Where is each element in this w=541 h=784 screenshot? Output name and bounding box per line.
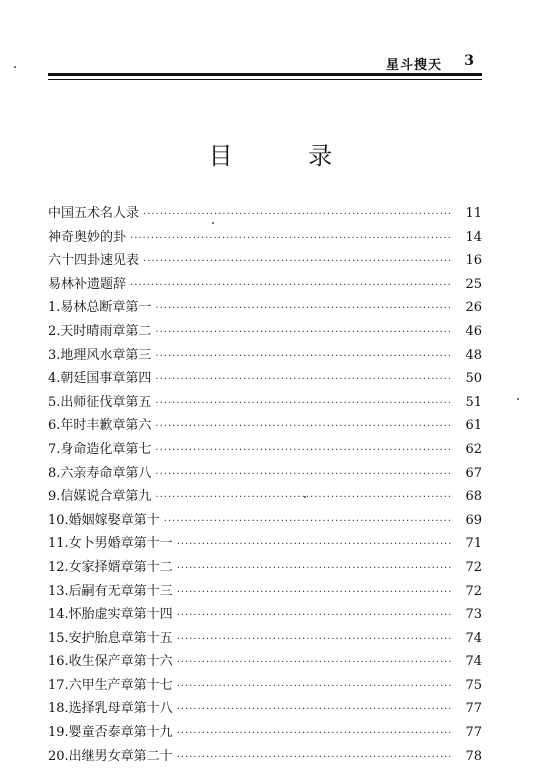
- dot-leader: [177, 698, 452, 722]
- dot-leader: [155, 321, 452, 345]
- book-title: 星斗搜天: [385, 58, 442, 73]
- toc-entry: [48, 462, 482, 486]
- toc-entry-page: 72: [465, 583, 482, 599]
- toc-entry-label: 10.婚姻嫁娶章第十: [48, 512, 160, 528]
- toc-entry: [48, 580, 482, 604]
- header-rule-thin: [48, 79, 482, 80]
- toc-entry-label: 20.出继男女章第二十: [48, 748, 173, 764]
- toc-entry-page: 16: [465, 253, 482, 269]
- scan-speck: [14, 66, 16, 68]
- toc-entry-page: 61: [465, 418, 482, 434]
- toc-entry-page: 73: [465, 607, 482, 623]
- toc-entry-page: 51: [465, 394, 482, 410]
- toc-entry-label: 8.六亲寿命章第八: [48, 465, 152, 481]
- toc-entry-label: 5.出师征伐章第五: [48, 394, 152, 410]
- toc-entry-label: 易林补遗题辞: [48, 276, 127, 292]
- toc-entry: [48, 273, 482, 297]
- toc-entry-label: 9.信媒说合章第九: [48, 489, 152, 505]
- dot-leader: [143, 203, 452, 227]
- toc-entry-page: 11: [465, 206, 482, 221]
- toc-entry: [48, 627, 482, 651]
- dot-leader: [177, 533, 452, 557]
- toc-entry-label: 4.朝廷国事章第四: [48, 371, 152, 387]
- toc-entry: [48, 438, 482, 462]
- toc-entry-label: 12.女家择婿章第十二: [48, 559, 173, 575]
- dot-leader: [130, 227, 452, 251]
- dot-leader: [155, 297, 452, 321]
- toc-entry-label: 17.六甲生产章第十七: [48, 677, 173, 693]
- toc-entry-page: 46: [465, 323, 482, 339]
- toc-entry: [48, 320, 482, 344]
- toc-entry-page: 77: [465, 701, 482, 717]
- toc-entry-page: 26: [465, 300, 482, 316]
- toc-entry: [48, 344, 482, 368]
- dot-leader: [177, 557, 452, 581]
- table-of-contents: [48, 202, 482, 768]
- toc-entry-page: 78: [465, 748, 482, 764]
- toc-entry-page: 50: [465, 371, 482, 387]
- dot-leader: [164, 510, 452, 534]
- toc-entry-page: 62: [465, 441, 482, 457]
- toc-entry-label: 18.选择乳母章第十八: [48, 701, 173, 717]
- toc-entry-label: 16.收生保产章第十六: [48, 654, 173, 670]
- toc-entry-page: 69: [465, 512, 482, 528]
- toc-entry-page: 25: [465, 276, 482, 292]
- dot-leader: [155, 392, 452, 416]
- toc-entry: [48, 202, 482, 226]
- toc-entry-page: 14: [465, 229, 482, 245]
- toc-entry-page: 72: [465, 559, 482, 575]
- toc-entry-page: 74: [465, 654, 482, 670]
- toc-entry-page: 75: [465, 677, 482, 693]
- dot-leader: [155, 463, 452, 487]
- toc-entry: [48, 226, 482, 250]
- dot-leader: [143, 250, 452, 274]
- toc-entry-page: 67: [465, 465, 482, 481]
- scan-speck: [212, 222, 214, 224]
- toc-entry-label: 15.安护胎息章第十五: [48, 630, 173, 646]
- toc-entry-label: 神奇奥妙的卦: [48, 229, 127, 245]
- toc-entry-page: 77: [465, 725, 482, 741]
- toc-entry: [48, 721, 482, 745]
- toc-entry: [48, 296, 482, 320]
- dot-leader: [155, 415, 452, 439]
- dot-leader: [155, 345, 452, 369]
- dot-leader: [177, 581, 452, 605]
- toc-entry-label: 6.年时丰歉章第六: [48, 418, 152, 434]
- toc-entry-page: 48: [465, 347, 482, 363]
- scan-speck: [304, 496, 306, 498]
- scan-speck: [517, 398, 519, 400]
- dot-leader: [155, 439, 452, 463]
- toc-entry-label: 7.身命造化章第七: [48, 441, 152, 457]
- running-header: [48, 50, 482, 72]
- dot-leader: [177, 628, 452, 652]
- toc-entry-label: 11.女卜男婚章第十一: [48, 536, 173, 552]
- toc-entry: [48, 367, 482, 391]
- toc-entry: [48, 745, 482, 769]
- toc-entry: [48, 650, 482, 674]
- dot-leader: [177, 604, 452, 628]
- toc-entry-label: 14.怀胎虚实章第十四: [48, 607, 173, 623]
- toc-entry: [48, 603, 482, 627]
- toc-entry-page: 68: [465, 489, 482, 505]
- toc-entry-page: 71: [465, 536, 482, 552]
- page-number: 3: [464, 53, 474, 69]
- toc-entry-label: 13.后嗣有无章第十三: [48, 583, 173, 599]
- toc-entry-page: 74: [465, 630, 482, 646]
- dot-leader: [130, 274, 452, 298]
- toc-entry: [48, 249, 482, 273]
- toc-entry: [48, 509, 482, 533]
- toc-entry-label: 19.婴童否泰章第十九: [48, 725, 173, 741]
- page-title: 目 录: [208, 142, 367, 170]
- header-rule-thick: [48, 73, 482, 76]
- toc-entry-label: 中国五术名人录: [48, 206, 140, 221]
- toc-entry: [48, 391, 482, 415]
- toc-entry: [48, 556, 482, 580]
- toc-entry-label: 3.地理风水章第三: [48, 347, 152, 363]
- dot-leader: [155, 368, 452, 392]
- toc-entry: [48, 697, 482, 721]
- toc-entry: [48, 414, 482, 438]
- dot-leader: [177, 675, 452, 699]
- dot-leader: [177, 746, 452, 770]
- toc-entry-label: 2.天时晴雨章第二: [48, 323, 152, 339]
- dot-leader: [177, 722, 452, 746]
- toc-entry: [48, 485, 482, 509]
- dot-leader: [177, 651, 452, 675]
- toc-entry-label: 1.易林总断章第一: [48, 300, 152, 316]
- toc-entry-label: 六十四卦速见表: [48, 253, 140, 269]
- toc-entry: [48, 532, 482, 556]
- toc-entry: [48, 674, 482, 698]
